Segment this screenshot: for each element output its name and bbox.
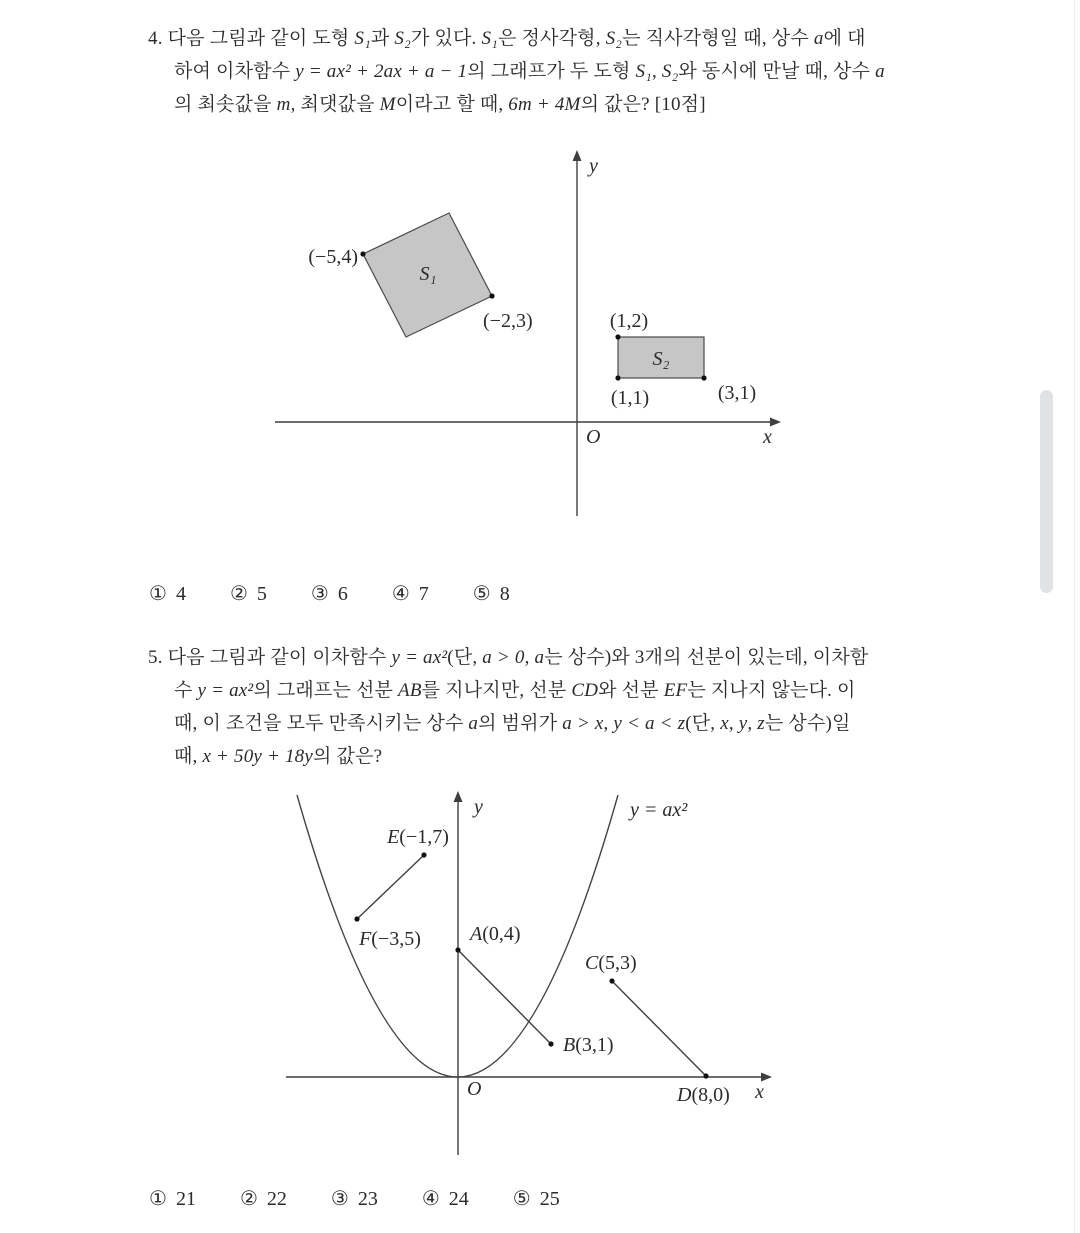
text-run: 의 값은? [10점]: [580, 94, 706, 115]
point-dot-s1-left: [360, 251, 365, 256]
text-run: , 최댓값을: [290, 94, 380, 115]
y-axis-arrow-icon: [454, 791, 463, 802]
point-label-b: B(3,1): [563, 1034, 614, 1056]
answer-choice: [149, 1186, 196, 1211]
problem-5-line-3: [174, 707, 948, 740]
point-dot-e: [421, 852, 426, 857]
point-label-a: A(0,4): [470, 923, 521, 945]
problem-4-line-1: [148, 22, 948, 55]
point-dot-s1-right: [489, 293, 494, 298]
answer-choice: [473, 581, 510, 606]
choice-circle-number: ⑤: [512, 1186, 531, 1210]
x-axis-label: x: [755, 1081, 764, 1103]
problem-5-text: [148, 641, 948, 773]
text-run: 수: [174, 680, 198, 701]
text-run: 의 그래프는 선분: [253, 680, 399, 701]
math-expression: y = ax² + 2ax + a − 1: [295, 61, 468, 82]
segment-ab: [458, 950, 551, 1044]
scrollbar-thumb[interactable]: [1040, 390, 1053, 593]
answer-choice: [331, 1186, 378, 1211]
choice-circle-number: ①: [149, 581, 167, 605]
choice-value: 7: [418, 583, 429, 605]
point-dot-s2-bottomleft: [615, 375, 620, 380]
choice-circle-number: ⑤: [472, 581, 491, 605]
text-run: 의 그래프가 두 도형: [467, 61, 636, 82]
math-expression: S₂: [661, 61, 679, 82]
problem-5-line-1: [148, 641, 948, 674]
text-run: 과: [370, 28, 395, 49]
math-expression: a > x: [562, 713, 604, 734]
math-expression: y: [738, 713, 748, 734]
math-expression: S₁: [354, 28, 371, 49]
text-run: ,: [747, 713, 758, 734]
page-edge-divider: [1074, 0, 1075, 1233]
text-run: 는 지나지 않는다. 이: [687, 680, 856, 701]
point-label-e: E(−1,7): [387, 826, 449, 848]
text-run: 의 범위가: [478, 713, 563, 734]
segment-cd: [612, 981, 706, 1076]
point-label-f: F(−3,5): [359, 928, 421, 950]
s1-vertex-label-right: (−2,3): [483, 310, 533, 332]
problem-4-text: [148, 22, 948, 121]
choice-value: 8: [499, 583, 510, 605]
text-run: 의 최솟값을: [174, 94, 277, 115]
segment-ef: [357, 855, 424, 919]
math-expression: CD: [571, 680, 599, 701]
math-expression: S₂: [605, 28, 623, 49]
text-run: 를 지나지만, 선분: [421, 680, 572, 701]
problem-4-line-2: [174, 55, 948, 88]
text-run: 하여 이차함수: [174, 61, 296, 82]
s1-label: S₁: [419, 263, 437, 285]
answer-choice: [149, 581, 186, 606]
s2-corner-label-topleft: (1,2): [609, 310, 649, 332]
text-run: 에 대: [823, 28, 866, 49]
text-run: 5. 다음 그림과 같이 이차함수: [148, 647, 392, 668]
y-axis-arrow-icon: [573, 150, 582, 161]
text-run: 이라고 할 때,: [395, 94, 509, 115]
text-run: 는 직사각형일 때, 상수: [622, 28, 814, 49]
text-run: 가 있다.: [410, 28, 482, 49]
math-expression: a: [875, 61, 885, 82]
text-run: (단,: [685, 713, 721, 734]
text-run: 은 정사각형,: [497, 28, 606, 49]
answer-choice: [513, 1186, 560, 1211]
math-expression: y < a < z: [613, 713, 686, 734]
math-expression: M: [379, 94, 396, 115]
math-expression: EF: [663, 680, 688, 701]
choice-circle-number: ②: [229, 581, 248, 605]
choice-value: 5: [256, 583, 267, 605]
choice-circle-number: ③: [330, 1186, 349, 1210]
math-expression: y = ax²: [391, 647, 448, 668]
text-run: 와 동시에 만날 때, 상수: [678, 61, 876, 82]
text-run: ,: [603, 713, 614, 734]
answer-choice: [311, 581, 348, 606]
text-run: 와 선분: [598, 680, 664, 701]
problem-4-figure: [260, 140, 800, 540]
text-run: ,: [524, 647, 535, 668]
x-axis-label: x: [763, 426, 772, 448]
text-run: ,: [651, 61, 662, 82]
choice-value: 24: [448, 1188, 469, 1210]
math-expression: a: [534, 647, 545, 668]
math-expression: S₁: [635, 61, 652, 82]
choice-value: 21: [175, 1188, 196, 1210]
math-expression: y = ax²: [197, 680, 254, 701]
answer-choice: [240, 1186, 287, 1211]
y-axis-label: y: [474, 796, 483, 818]
problem-4-line-3: [174, 88, 948, 121]
math-expression: a > 0: [482, 647, 525, 668]
math-expression: z: [757, 713, 765, 734]
answer-choice: [230, 581, 267, 606]
s2-corner-label-bottomleft: (1,1): [610, 387, 650, 409]
point-label-d: D(8,0): [677, 1084, 730, 1106]
math-expression: 6m + 4M: [508, 94, 581, 115]
text-run: 의 값은?: [313, 746, 383, 767]
problem-5-line-4: [174, 740, 948, 773]
origin-label: O: [467, 1078, 482, 1100]
problem-5-figure: [250, 785, 790, 1185]
text-run: 때,: [174, 746, 203, 767]
choice-value: 6: [337, 583, 348, 605]
text-run: (단,: [447, 647, 483, 668]
math-expression: x: [720, 713, 729, 734]
point-dot-b: [548, 1041, 553, 1046]
parabola-equation-label: y = ax²: [630, 799, 688, 821]
choice-value: 22: [266, 1188, 287, 1210]
math-expression: AB: [398, 680, 422, 701]
text-run: ,: [728, 713, 739, 734]
math-expression: x + 50y + 18y: [202, 746, 314, 767]
problem-4-choices: [149, 581, 510, 606]
math-expression: S₂: [394, 28, 411, 49]
text-run: 때, 이 조건을 모두 만족시키는 상수: [174, 713, 469, 734]
math-expression: a: [468, 713, 479, 734]
text-run: 4. 다음 그림과 같이 도형: [148, 28, 355, 49]
math-expression: a: [813, 28, 824, 49]
choice-value: 23: [357, 1188, 378, 1210]
y-axis-label: y: [589, 155, 598, 177]
answer-choice: [392, 581, 429, 606]
text-run: 는 상수)와 3개의 선분이 있는데, 이차함: [544, 647, 869, 668]
choice-circle-number: ④: [421, 1186, 440, 1210]
choice-circle-number: ①: [149, 1186, 167, 1210]
choice-circle-number: ④: [391, 581, 410, 605]
point-dot-s2-topleft: [615, 334, 620, 339]
point-dot-s2-bottomright: [701, 375, 706, 380]
point-dot-d: [703, 1073, 708, 1078]
point-label-c: C(5,3): [585, 952, 637, 974]
text-run: 는 상수)일: [764, 713, 851, 734]
answer-choice: [422, 1186, 469, 1211]
problem-5-line-2: [174, 674, 948, 707]
point-dot-c: [609, 978, 614, 983]
s2-label: S₂: [652, 348, 670, 370]
math-expression: m: [276, 94, 291, 115]
s2-corner-label-bottomright: (3,1): [717, 382, 757, 404]
s1-vertex-label-left: (−5,4): [308, 246, 358, 268]
choice-value: 25: [539, 1188, 560, 1210]
choice-circle-number: ②: [239, 1186, 258, 1210]
origin-label: O: [586, 426, 601, 448]
point-dot-a: [455, 947, 460, 952]
math-expression: S₁: [481, 28, 498, 49]
choice-circle-number: ③: [310, 581, 329, 605]
problem-5-choices: [149, 1186, 560, 1211]
choice-value: 4: [175, 583, 186, 605]
point-dot-f: [354, 916, 359, 921]
